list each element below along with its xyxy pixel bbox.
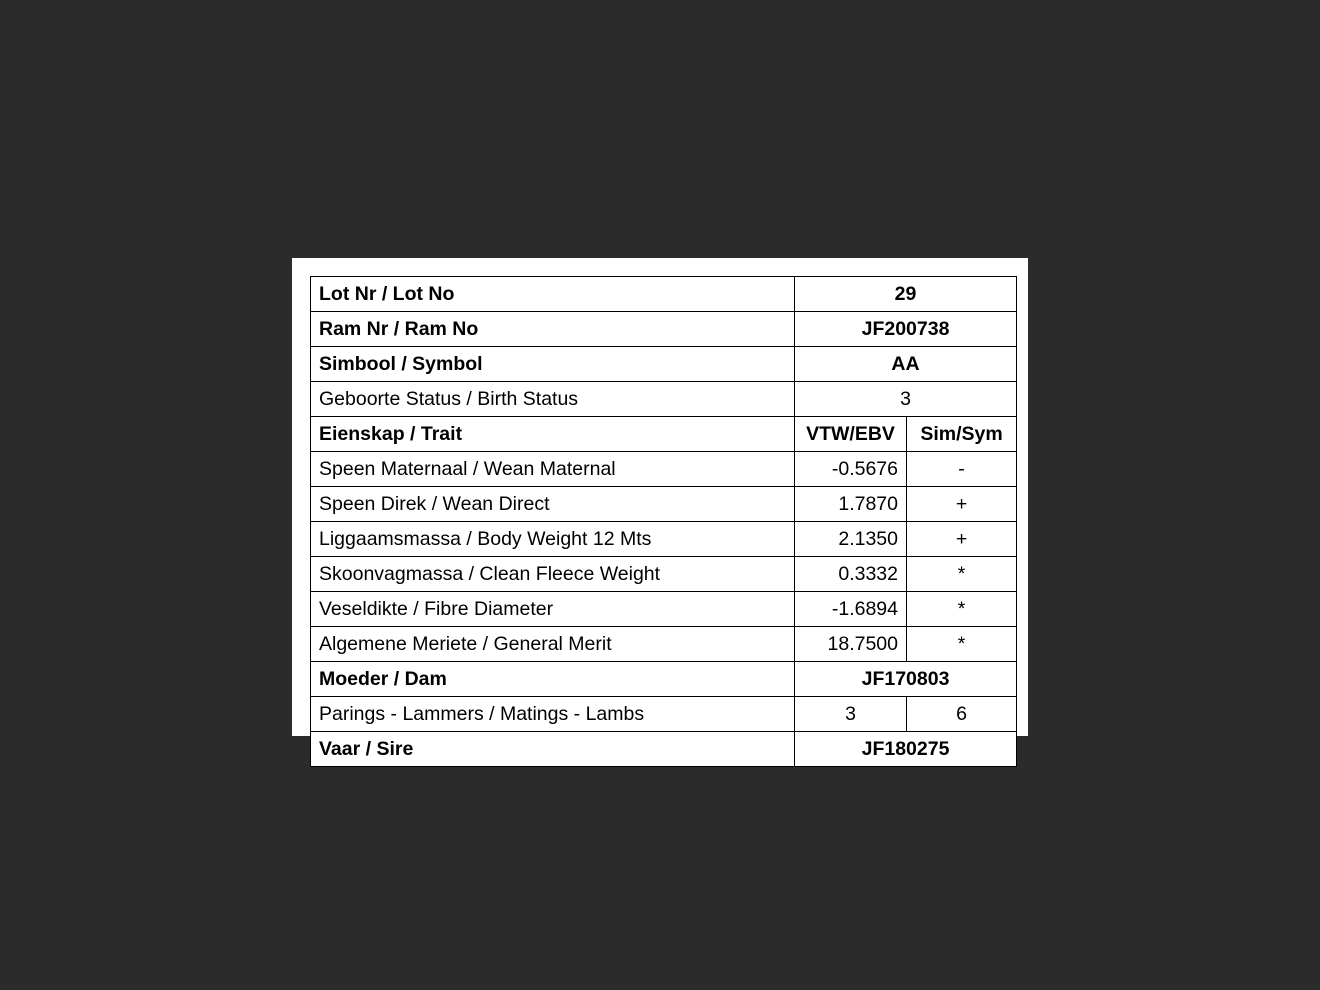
- trait-ebv: 2.1350: [795, 522, 907, 557]
- dam-value: JF170803: [795, 662, 1017, 697]
- ram-no-value: JF200738: [795, 312, 1017, 347]
- trait-label: Skoonvagmassa / Clean Fleece Weight: [311, 557, 795, 592]
- trait-column-header: Eienskap / Trait: [311, 417, 795, 452]
- trait-symbol: *: [907, 557, 1017, 592]
- table-row: [311, 592, 1017, 627]
- table-row-symbol: [311, 347, 1017, 382]
- matings-label: Parings - Lammers / Matings - Lambs: [311, 697, 795, 732]
- sire-value: JF180275: [795, 732, 1017, 767]
- ram-no-label: Ram Nr / Ram No: [311, 312, 795, 347]
- table-row: [311, 522, 1017, 557]
- dam-label: Moeder / Dam: [311, 662, 795, 697]
- trait-label: Liggaamsmassa / Body Weight 12 Mts: [311, 522, 795, 557]
- trait-label: Speen Maternaal / Wean Maternal: [311, 452, 795, 487]
- trait-label: Veseldikte / Fibre Diameter: [311, 592, 795, 627]
- symbol-value: AA: [795, 347, 1017, 382]
- table-row: [311, 487, 1017, 522]
- trait-ebv: -1.6894: [795, 592, 907, 627]
- table-row-dam: [311, 662, 1017, 697]
- table-row: [311, 557, 1017, 592]
- lot-no-value: 29: [795, 277, 1017, 312]
- table-row: [311, 627, 1017, 662]
- trait-ebv: 1.7870: [795, 487, 907, 522]
- ram-data-table: [310, 276, 1017, 767]
- table-row-ram-no: [311, 312, 1017, 347]
- birth-status-value: 3: [795, 382, 1017, 417]
- birth-status-label: Geboorte Status / Birth Status: [311, 382, 795, 417]
- ebv-column-header: VTW/EBV: [795, 417, 907, 452]
- trait-ebv: 0.3332: [795, 557, 907, 592]
- trait-label: Algemene Meriete / General Merit: [311, 627, 795, 662]
- trait-symbol: *: [907, 592, 1017, 627]
- trait-symbol: +: [907, 487, 1017, 522]
- trait-symbol: *: [907, 627, 1017, 662]
- symbol-label: Simbool / Symbol: [311, 347, 795, 382]
- lambs-count: 6: [907, 697, 1017, 732]
- trait-ebv: -0.5676: [795, 452, 907, 487]
- table-row-birth-status: [311, 382, 1017, 417]
- trait-label: Speen Direk / Wean Direct: [311, 487, 795, 522]
- trait-symbol: -: [907, 452, 1017, 487]
- ram-info-card: [292, 258, 1028, 760]
- lot-no-label: Lot Nr / Lot No: [311, 277, 795, 312]
- trait-ebv: 18.7500: [795, 627, 907, 662]
- table-row-matings: [311, 697, 1017, 732]
- table-row-lot-no: [311, 277, 1017, 312]
- table-header-trait: [311, 417, 1017, 452]
- sire-label: Vaar / Sire: [311, 732, 795, 767]
- matings-count: 3: [795, 697, 907, 732]
- trait-symbol: +: [907, 522, 1017, 557]
- table-row-sire: [311, 732, 1017, 767]
- symbol-column-header: Sim/Sym: [907, 417, 1017, 452]
- table-row: [311, 452, 1017, 487]
